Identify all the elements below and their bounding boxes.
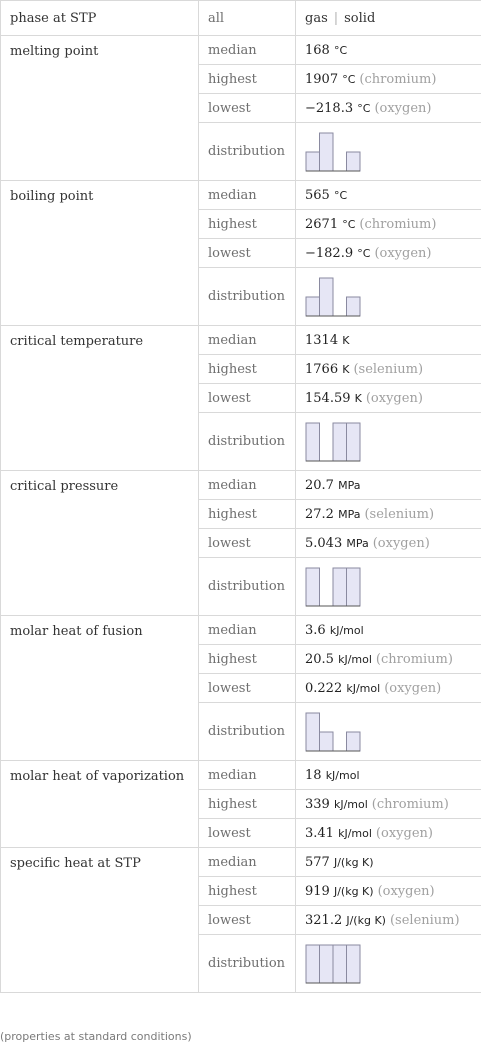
histogram-bar — [320, 945, 334, 983]
stat-value — [296, 819, 481, 848]
stat-value — [296, 500, 481, 529]
value-number: 2671 — [305, 216, 339, 232]
property-label: critical temperature — [1, 326, 199, 471]
value-number: 18 — [305, 767, 322, 783]
histogram-bar — [347, 297, 361, 316]
stat-label: median — [199, 848, 296, 877]
value-number: 339 — [305, 796, 330, 812]
histogram-bar — [333, 945, 347, 983]
value-number: 321.2 — [305, 912, 343, 928]
value-unit: MPa — [338, 507, 361, 521]
value-element-note: (oxygen) — [365, 390, 423, 406]
distribution-cell — [296, 268, 481, 326]
stat-label: median — [199, 181, 296, 210]
stat-label: median — [199, 616, 296, 645]
histogram-bar — [306, 152, 320, 171]
stat-value — [296, 210, 481, 239]
value-number: 0.222 — [305, 680, 343, 696]
stat-value — [296, 65, 481, 94]
value-element-note: (oxygen) — [374, 100, 432, 116]
histogram-bar — [347, 945, 361, 983]
value-element-note: (oxygen) — [374, 245, 432, 261]
histogram-bar — [306, 713, 320, 751]
stat-label: lowest — [199, 906, 296, 935]
phase-solid: solid — [344, 10, 376, 26]
histogram-bar — [347, 423, 361, 461]
stat-label: distribution — [199, 413, 296, 471]
value-number: −218.3 — [305, 100, 354, 116]
property-label: molar heat of fusion — [1, 616, 199, 761]
histogram-bar — [306, 568, 320, 606]
stat-label: lowest — [199, 384, 296, 413]
stat-value — [296, 674, 481, 703]
value-number: 3.41 — [305, 825, 334, 841]
header-row — [1, 1, 481, 36]
stat-label: lowest — [199, 674, 296, 703]
distribution-cell — [296, 703, 481, 761]
histogram-bar — [320, 732, 334, 751]
distribution-histogram — [305, 421, 375, 463]
stat-label: distribution — [199, 123, 296, 181]
value-number: 1314 — [305, 332, 339, 348]
stat-value — [296, 790, 481, 819]
stat-value — [296, 181, 481, 210]
value-element-note: (oxygen) — [384, 680, 442, 696]
value-unit: kJ/mol — [325, 768, 360, 782]
stat-label: highest — [199, 210, 296, 239]
distribution-histogram — [305, 566, 375, 608]
histogram-bar — [333, 423, 347, 461]
histogram-bar — [306, 423, 320, 461]
header-stat: all — [199, 1, 296, 36]
stat-label: median — [199, 471, 296, 500]
distribution-histogram — [305, 711, 375, 753]
histogram-bar — [320, 133, 334, 171]
value-unit: J/(kg K) — [333, 855, 374, 869]
value-number: 5.043 — [305, 535, 343, 551]
stat-label: lowest — [199, 94, 296, 123]
stat-label: distribution — [199, 558, 296, 616]
stat-value — [296, 355, 481, 384]
stat-label: median — [199, 36, 296, 65]
stat-label: median — [199, 326, 296, 355]
value-element-note: (chromium) — [375, 651, 453, 667]
phase-separator: | — [333, 10, 339, 26]
value-unit: kJ/mol — [346, 681, 381, 695]
histogram-bar — [306, 297, 320, 316]
stat-label: highest — [199, 790, 296, 819]
value-number: 1766 — [305, 361, 339, 377]
distribution-cell — [296, 413, 481, 471]
stat-value — [296, 616, 481, 645]
distribution-cell — [296, 935, 481, 993]
value-number: 3.6 — [305, 622, 326, 638]
value-number: 577 — [305, 854, 330, 870]
value-number: 168 — [305, 42, 330, 58]
molar-heat-vaporization-median-row — [1, 761, 481, 790]
header-value — [296, 1, 481, 36]
histogram-bar — [320, 278, 334, 316]
distribution-cell — [296, 558, 481, 616]
value-number: 20.5 — [305, 651, 334, 667]
stat-value — [296, 848, 481, 877]
melting-point-median-row — [1, 36, 481, 65]
stat-label: highest — [199, 355, 296, 384]
stat-label: lowest — [199, 239, 296, 268]
value-unit: K — [342, 362, 350, 376]
histogram-bar — [347, 568, 361, 606]
value-number: −182.9 — [305, 245, 354, 261]
specific-heat-median-row — [1, 848, 481, 877]
value-element-note: (chromium) — [359, 71, 437, 87]
stat-label: distribution — [199, 935, 296, 993]
stat-label: highest — [199, 65, 296, 94]
histogram-bar — [333, 568, 347, 606]
value-unit: J/(kg K) — [333, 884, 374, 898]
value-unit: J/(kg K) — [346, 913, 386, 927]
property-label: melting point — [1, 36, 199, 181]
value-number: 1907 — [305, 71, 339, 87]
property-label: molar heat of vaporization — [1, 761, 199, 848]
value-number: 919 — [305, 883, 330, 899]
value-unit: kJ/mol — [338, 652, 372, 666]
stat-value — [296, 326, 481, 355]
footnote: (properties at standard conditions) — [0, 1030, 192, 1043]
stat-value — [296, 645, 481, 674]
stat-label: lowest — [199, 819, 296, 848]
property-label: critical pressure — [1, 471, 199, 616]
stat-value — [296, 906, 481, 935]
stat-value — [296, 239, 481, 268]
value-element-note: (selenium) — [389, 912, 460, 928]
phase-gas: gas — [305, 10, 328, 26]
value-unit: kJ/mol — [338, 826, 372, 840]
stat-value — [296, 471, 481, 500]
stat-label: distribution — [199, 703, 296, 761]
histogram-bar — [347, 152, 361, 171]
stat-value — [296, 877, 481, 906]
value-unit: °C — [333, 188, 348, 202]
value-element-note: (oxygen) — [377, 883, 435, 899]
critical-pressure-median-row — [1, 471, 481, 500]
stat-value — [296, 529, 481, 558]
property-label: specific heat at STP — [1, 848, 199, 993]
stat-value — [296, 36, 481, 65]
value-unit: °C — [357, 101, 371, 115]
value-unit: K — [342, 333, 350, 347]
value-element-note: (selenium) — [353, 361, 424, 377]
stat-value — [296, 384, 481, 413]
stat-label: highest — [199, 877, 296, 906]
stat-label: lowest — [199, 529, 296, 558]
distribution-histogram — [305, 943, 375, 985]
critical-temperature-median-row — [1, 326, 481, 355]
stat-value — [296, 94, 481, 123]
value-number: 27.2 — [305, 506, 334, 522]
stat-label: highest — [199, 645, 296, 674]
header-label: phase at STP — [1, 1, 199, 36]
distribution-histogram — [305, 276, 375, 318]
stat-label: highest — [199, 500, 296, 529]
value-unit: MPa — [346, 536, 369, 550]
value-unit: MPa — [338, 478, 361, 492]
value-element-note: (selenium) — [364, 506, 435, 522]
stat-label: median — [199, 761, 296, 790]
value-unit: K — [354, 391, 362, 405]
value-unit: °C — [342, 72, 356, 86]
value-number: 20.7 — [305, 477, 334, 493]
distribution-histogram — [305, 131, 375, 173]
value-unit: °C — [357, 246, 371, 260]
histogram-bar — [306, 945, 320, 983]
stat-value — [296, 761, 481, 790]
boiling-point-median-row — [1, 181, 481, 210]
value-element-note: (oxygen) — [372, 535, 430, 551]
value-unit: °C — [342, 217, 356, 231]
value-element-note: (chromium) — [359, 216, 437, 232]
value-unit: kJ/mol — [333, 797, 368, 811]
property-label: boiling point — [1, 181, 199, 326]
value-number: 565 — [305, 187, 330, 203]
value-unit: kJ/mol — [329, 623, 364, 637]
value-unit: °C — [333, 43, 348, 57]
value-element-note: (chromium) — [371, 796, 449, 812]
value-element-note: (oxygen) — [375, 825, 433, 841]
value-number: 154.59 — [305, 390, 351, 406]
histogram-bar — [347, 732, 361, 751]
molar-heat-fusion-median-row — [1, 616, 481, 645]
distribution-cell — [296, 123, 481, 181]
stat-label: distribution — [199, 268, 296, 326]
